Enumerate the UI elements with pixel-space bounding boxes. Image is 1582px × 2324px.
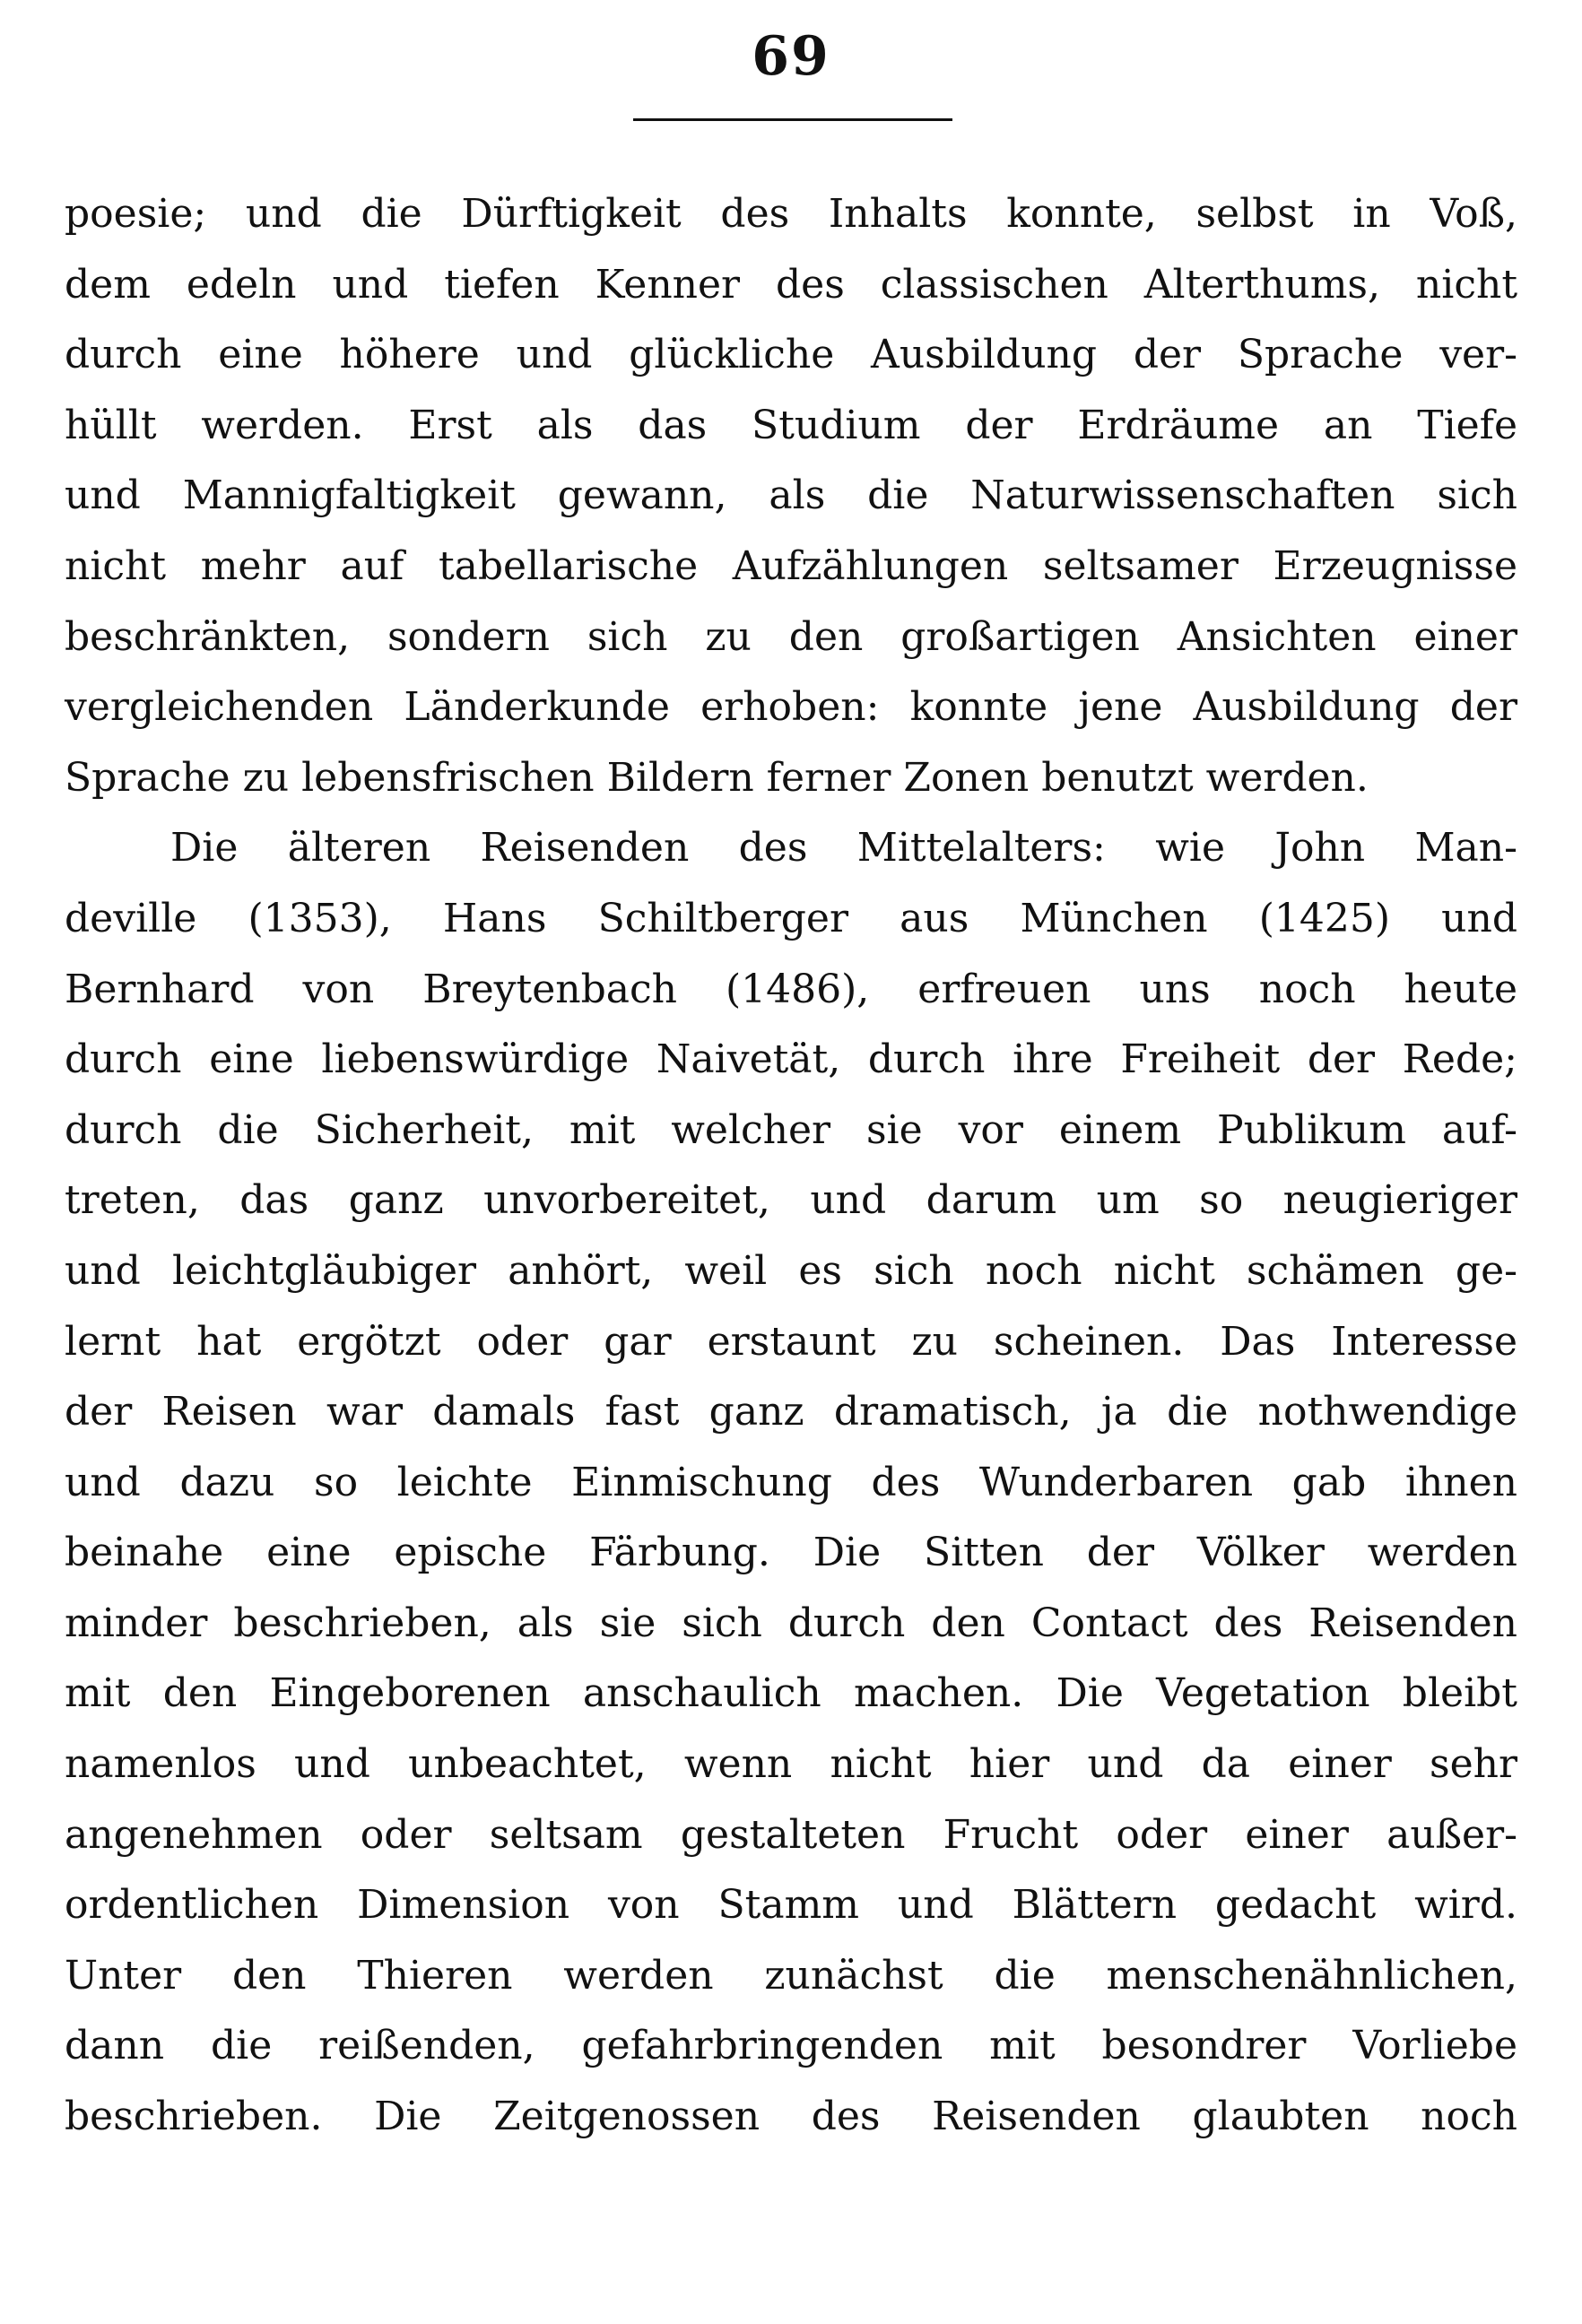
text-line: dem edeln und tiefen Kenner des classischen Alterthums, nicht <box>65 261 1517 308</box>
text-line: nicht mehr auf tabellarische Aufzählungen seltsamer Erzeugnisse <box>65 542 1517 589</box>
text-line: treten, das ganz unvorbereitet, und darum um so neugieriger <box>65 1177 1517 1224</box>
text-line: und Mannigfaltigkeit gewann, als die Naturwissenschaften sich <box>65 473 1517 519</box>
text-line: angenehmen oder seltsam gestalteten Frucht oder einer außer- <box>65 1811 1517 1858</box>
text-line: poesie; und die Dürftigkeit des Inhalts konnte, selbst in Voß, <box>65 191 1517 237</box>
text-line: durch eine liebenswürdige Naivetät, durch ihre Freiheit der Rede; <box>65 1036 1517 1083</box>
text-line: beschränkten, sondern sich zu den großartigen Ansichten einer <box>65 613 1517 660</box>
text-line: beinahe eine epische Färbung. Die Sitten der Völker werden <box>65 1530 1517 1576</box>
text-line: dann die reißenden, gefahrbringenden mit besondrer Vorliebe <box>65 2023 1517 2069</box>
page-number: 69 <box>752 25 830 88</box>
text-line: Unter den Thieren werden zunächst die menschenähnlichen, <box>65 1952 1517 1999</box>
text-line: und leichtgläubiger anhört, weil es sich noch nicht schämen ge- <box>65 1247 1517 1294</box>
text-line: beschrieben. Die Zeitgenossen des Reisenden glaubten noch <box>65 2094 1517 2140</box>
text-line: durch eine höhere und glückliche Ausbildung der Sprache ver- <box>65 332 1517 378</box>
body-text <box>65 179 1517 2153</box>
text-line: mit den Eingeborenen anschaulich machen. Die Vegetation bleibt <box>65 1670 1517 1717</box>
text-line: namenlos und unbeachtet, wenn nicht hier und da einer sehr <box>65 1741 1517 1788</box>
text-line: hüllt werden. Erst als das Studium der Erdräume an Tiefe <box>65 402 1517 448</box>
text-line: Bernhard von Breytenbach (1486), erfreuen uns noch heute <box>65 966 1517 1012</box>
paragraph-start-line: Die älteren Reisenden des Mittelalters: wie John Man- <box>170 825 1517 872</box>
text-line: minder beschrieben, als sie sich durch den Contact des Reisenden <box>65 1600 1517 1646</box>
text-line: lernt hat ergötzt oder gar erstaunt zu scheinen. Das Interesse <box>65 1318 1517 1365</box>
header-rule <box>633 118 952 121</box>
text-line: und dazu so leichte Einmischung des Wunderbaren gab ihnen <box>65 1459 1517 1505</box>
text-line: durch die Sicherheit, mit welcher sie vor einem Publikum auf- <box>65 1106 1517 1153</box>
text-line: ordentlichen Dimension von Stamm und Blättern gedacht wird. <box>65 1882 1517 1929</box>
text-line: vergleichenden Länderkunde erhoben: konnte jene Ausbildung der <box>65 684 1517 731</box>
text-line: deville (1353), Hans Schiltberger aus München (1425) und <box>65 895 1517 941</box>
text-line: der Reisen war damals fast ganz dramatisch, ja die nothwendige <box>65 1389 1517 1435</box>
paragraph-end-line: Sprache zu lebensfrischen Bildern ferner Zonen benutzt werden. <box>65 754 1369 801</box>
